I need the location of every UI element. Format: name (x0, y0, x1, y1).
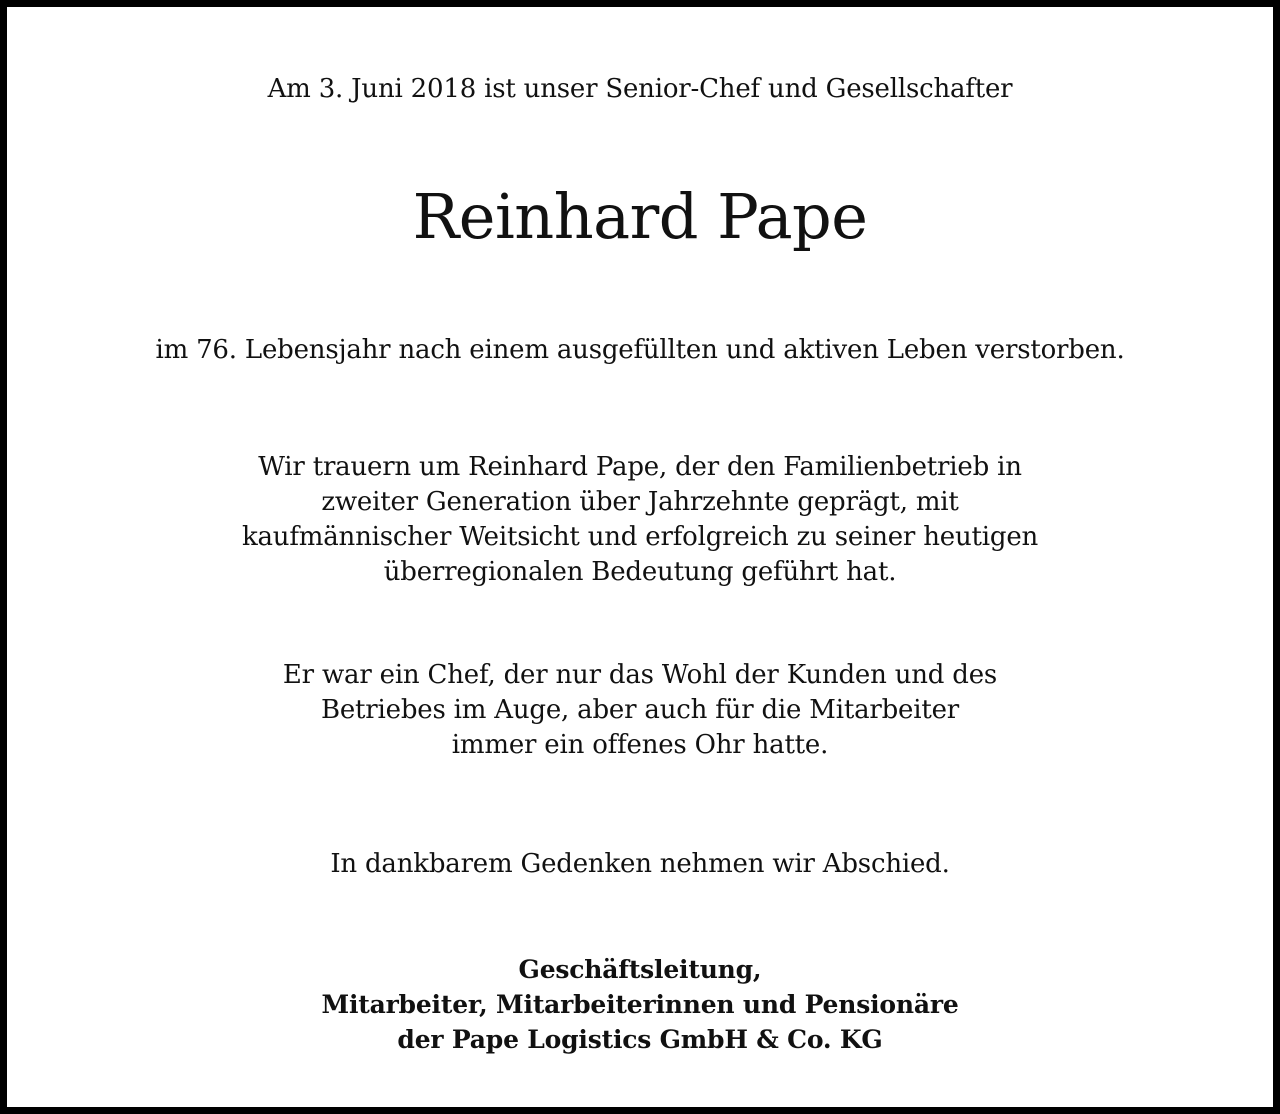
intro-text: Am 3. Juni 2018 ist unser Senior-Chef und Gesellschafter (267, 74, 1013, 104)
character-line: Er war ein Chef, der nur das Wohl der Kunden und des (282, 660, 998, 690)
signature-line: Geschäftsleitung, (518, 955, 762, 984)
signature-block (7, 952, 1273, 1057)
character-line: Betriebes im Auge, aber auch für die Mitarbeiter (320, 695, 960, 725)
signature-line: der Pape Logistics GmbH & Co. KG (397, 1025, 883, 1054)
tribute-line: Wir trauern um Reinhard Pape, der den Familienbetrieb in (258, 452, 1022, 482)
farewell-text: In dankbarem Gedenken nehmen wir Abschied. (330, 849, 950, 879)
tribute-paragraph (7, 450, 1273, 590)
deceased-name: Reinhard Pape (412, 180, 868, 253)
tribute-line: überregionalen Bedeutung geführt hat. (383, 557, 897, 587)
signature-line: Mitarbeiter, Mitarbeiterinnen und Pensionäre (321, 990, 959, 1019)
tribute-line: kaufmännischer Weitsicht und erfolgreich zu seiner heutigen (241, 522, 1039, 552)
age-line: im 76. Lebensjahr nach einem ausgefüllten und aktiven Leben verstorben. (155, 335, 1125, 365)
character-line: immer ein offenes Ohr hatte. (451, 730, 829, 760)
character-paragraph (7, 658, 1273, 763)
tribute-line: zweiter Generation über Jahrzehnte geprägt, mit (321, 487, 959, 517)
